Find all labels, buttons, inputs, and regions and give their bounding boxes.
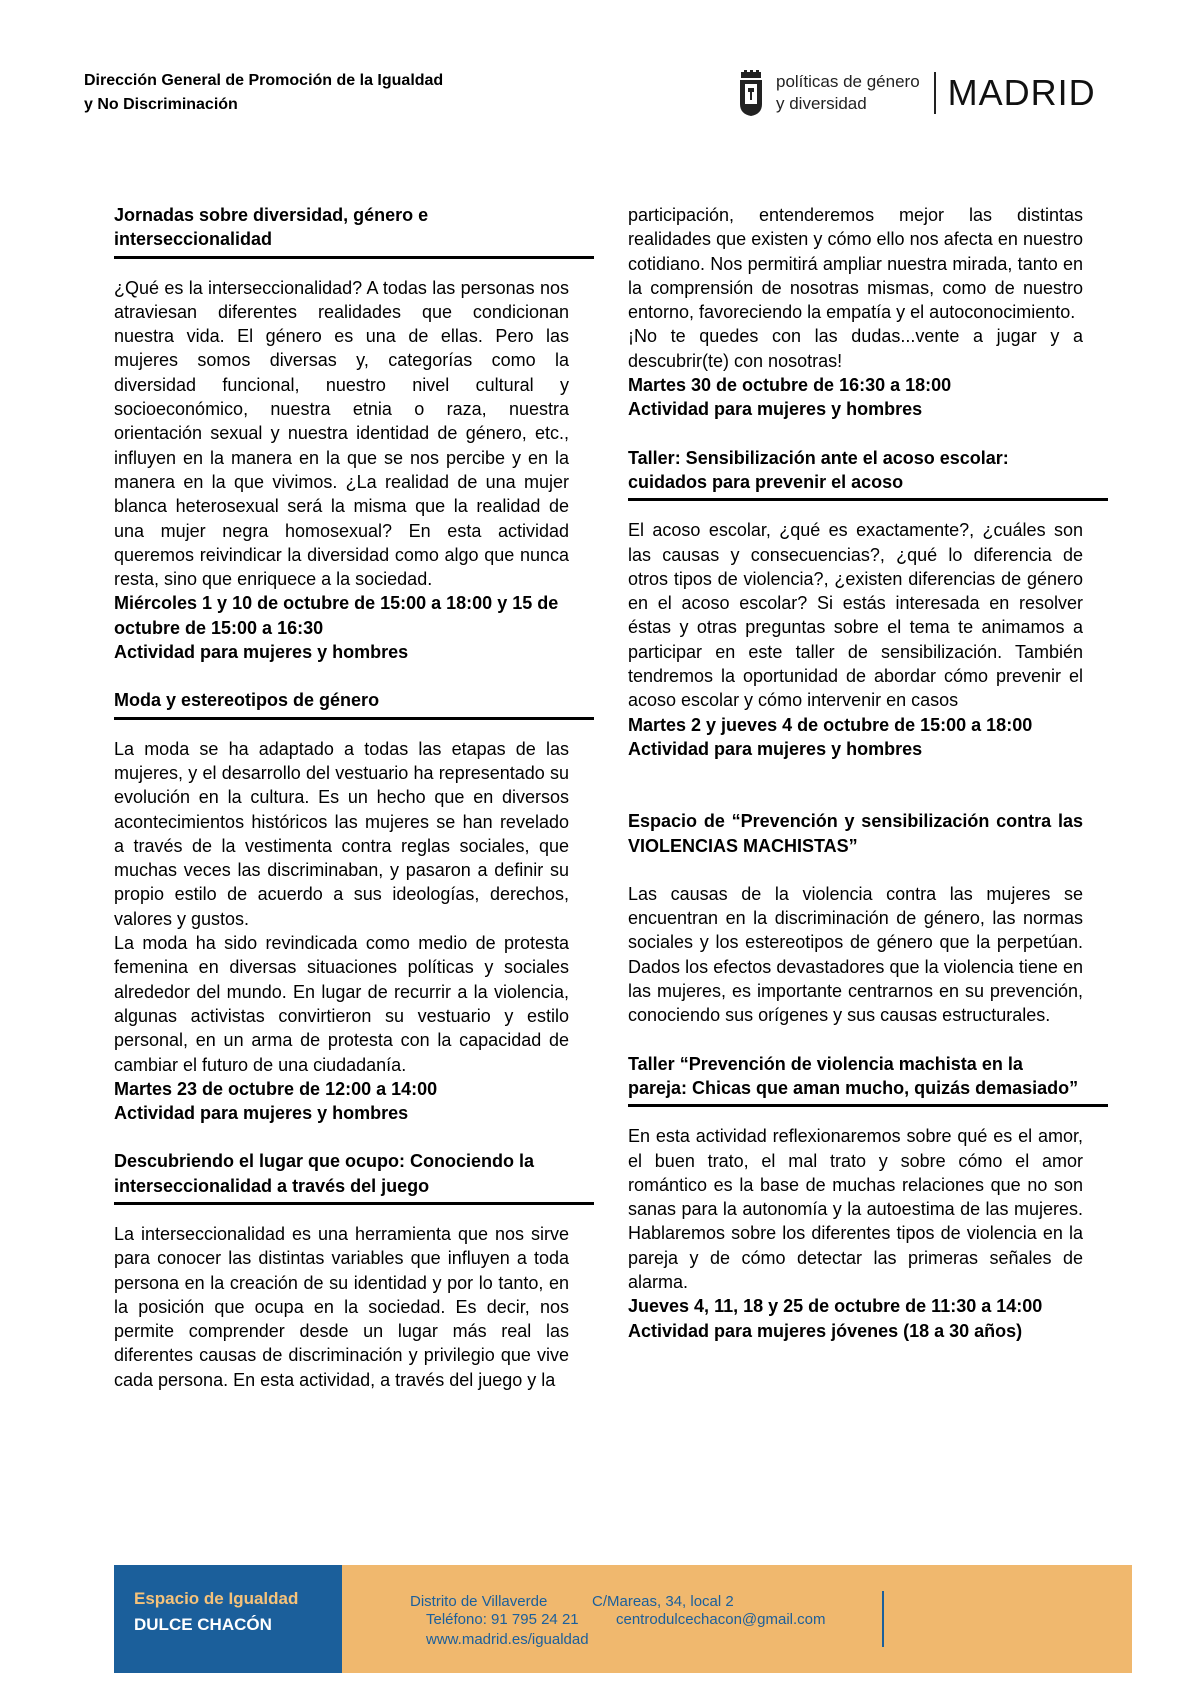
section-title-jornadas: Jornadas sobre diversidad, género e interseccionalidad bbox=[114, 205, 429, 250]
section-title-pareja: Taller “Prevención de violencia machista en la pareja: Chicas que aman mucho, quizás demasiado” bbox=[628, 1053, 1079, 1098]
section-audience-descubriendo: Actividad para mujeres y hombres bbox=[628, 399, 923, 420]
section-date-acoso: Martes 2 y jueves 4 de octubre de 15:00 a 18:00 bbox=[628, 714, 1033, 735]
section-divider bbox=[628, 498, 1108, 501]
footer-banner bbox=[114, 1565, 1132, 1673]
section-body-descubriendo-cont: participación, entenderemos mejor las distintas realidades que existen y cómo ello nos afecta en nuestro cotidiano. Nos permitirá ampliar nuestra mirada, tanto en la comprensión de nosotras mismas, como de nuestro entorno, favoreciendo la empatía y el autoconocimiento. bbox=[628, 205, 1083, 323]
section-title-acoso: Taller: Sensibilización ante el acoso escolar: cuidados para prevenir el acoso bbox=[628, 447, 1009, 492]
section-body-pareja: En esta actividad reflexionaremos sobre qué es el amor, el buen trato, el mal trato y sobre cómo el amor romántico es la base de muchas relaciones que no son sanas para la autonomía y la autoestima de las mujeres. Hablaremos sobre los diferentes tipos de violencia en la pareja y de cómo detectar las primeras señales de alarma. bbox=[628, 1126, 1083, 1292]
footer-title: Espacio de Igualdad bbox=[134, 1589, 299, 1608]
section-title-moda: Moda y estereotipos de género bbox=[114, 690, 380, 711]
section-body-moda-2: La moda ha sido revindicada como medio de protesta femenina en diversas situaciones políticas y sociales alrededor del mundo. En lugar de recurrir a la violencia, algunas activistas convirtieron su vestuario y estilo personal, en un arma de protesta con la capacidad de cambiar el futuro de una ciudadanía. bbox=[114, 933, 569, 1075]
organization-name bbox=[84, 69, 443, 117]
section-divider bbox=[114, 1202, 594, 1205]
footer-brand-block bbox=[114, 1565, 342, 1673]
footer-phone: Teléfono: 91 795 24 21 bbox=[426, 1611, 579, 1628]
section-audience-acoso: Actividad para mujeres y hombres bbox=[628, 738, 923, 759]
madrid-crest-icon bbox=[738, 70, 764, 116]
spacer bbox=[628, 422, 1083, 446]
section-divider bbox=[114, 256, 594, 259]
left-column bbox=[114, 203, 569, 1392]
footer-email[interactable]: centrodulcechacon@gmail.com bbox=[616, 1611, 826, 1628]
section-title-descubriendo: Descubriendo el lugar que ocupo: Conociendo la interseccionalidad a través del juego bbox=[114, 1151, 535, 1196]
section-date-descubriendo: Martes 30 de octubre de 16:30 a 18:00 bbox=[628, 375, 952, 396]
logo-text-line2: y diversidad bbox=[776, 94, 867, 113]
section-audience-jornadas: Actividad para mujeres y hombres bbox=[114, 642, 409, 663]
spacer bbox=[114, 1125, 569, 1149]
logo-divider bbox=[934, 72, 936, 114]
right-column bbox=[628, 203, 1083, 1343]
section-body-descubriendo: La interseccionalidad es una herramienta que nos sirve para conocer las distintas variables que influyen a toda persona en la creación de su identidad y por lo tanto, en la posición que ocupa en la sociedad. Es decir, nos permite comprender desde un lugar más real las diferentes causas de discriminación y privilegio que vive cada persona. En esta actividad, a través del juego y la bbox=[114, 1223, 569, 1390]
organization-name-line1: Dirección General de Promoción de la Igualdad bbox=[84, 72, 444, 89]
spacer bbox=[628, 761, 1083, 809]
logo-text bbox=[776, 71, 920, 115]
section-body-moda-1: La moda se ha adaptado a todas las etapas de las mujeres, y el desarrollo del vestuario ha representado su evolución en la cultura. Es un hecho que en diversos acontecimientos históricos las mujeres se han revelado a través de la vestimenta contra reglas sociales, que muchas veces las discriminaban, y pasaron a definir su propio estilo de acuerdo a sus ideologías, derechos, valores y gustos. bbox=[114, 738, 569, 929]
footer-website[interactable]: www.madrid.es/igualdad bbox=[426, 1631, 589, 1648]
section-audience-moda: Actividad para mujeres y hombres bbox=[114, 1103, 409, 1124]
section-title-violencias: Espacio de “Prevención y sensibilización contra las VIOLENCIAS MACHISTAS” bbox=[628, 811, 1083, 856]
spacer bbox=[628, 1028, 1083, 1052]
section-date-pareja: Jueves 4, 11, 18 y 25 de octubre de 11:30 a 14:00 bbox=[628, 1296, 1043, 1317]
section-date-moda: Martes 23 de octubre de 12:00 a 14:00 bbox=[114, 1078, 438, 1099]
madrid-logo bbox=[738, 68, 1096, 118]
section-audience-pareja: Actividad para mujeres jóvenes (18 a 30 años) bbox=[628, 1320, 1023, 1341]
logo-text-line1: políticas de género bbox=[776, 72, 920, 91]
footer-address: C/Mareas, 34, local 2 bbox=[592, 1593, 734, 1610]
section-divider bbox=[114, 717, 594, 720]
spacer bbox=[114, 664, 569, 688]
footer-center-name: DULCE CHACÓN bbox=[134, 1615, 272, 1634]
section-cta-descubriendo: ¡No te quedes con las dudas...vente a jugar y a descubrir(te) con nosotras! bbox=[628, 326, 1083, 371]
footer-divider bbox=[882, 1591, 884, 1647]
section-body-violencias: Las causas de la violencia contra las mujeres se encuentran en la discriminación de género, las normas sociales y los estereotipos de género que la perpetúan. Dados los efectos devastadores que la violencia tiene en las mujeres, es importante centrarnos en su prevención, conociendo sus orígenes y sus causas estructurales. bbox=[628, 883, 1083, 1026]
organization-name-line2: y No Discriminación bbox=[84, 96, 238, 113]
footer-district: Distrito de Villaverde bbox=[410, 1593, 548, 1610]
section-body-jornadas: ¿Qué es la interseccionalidad? A todas las personas nos atraviesan diferentes realidades que condicionan nuestra vida. El género es una de ellas. Pero las mujeres somos diversas y, categorías como la diversidad funcional, nuestro nivel cultural y socioeconómico, nuestra etnia o raza, nuestra orientación sexual y nuestra identidad de género, etc., influyen en la manera en la que se nos percibe y en la manera en la que vivimos. ¿La realidad de una mujer blanca heterosexual será la misma que la realidad de una mujer negra homosexual? En esta actividad queremos reivindicar la diversidad como algo que nunca resta, sino que enriquece a la sociedad. bbox=[114, 277, 569, 590]
section-body-acoso: El acoso escolar, ¿qué es exactamente?, ¿cuáles son las causas y consecuencias?, ¿qué lo diferencia de otros tipos de violencia?, ¿existen diferencias de género en el acoso escolar? Si estás interesada en resolver éstas y otras preguntas sobre el tema te animamos a participar en este taller de sensibilización. También tendremos la oportunidad de abordar cómo prevenir el acoso escolar y cómo intervenir en casos bbox=[628, 520, 1083, 711]
section-date-jornadas: Miércoles 1 y 10 de octubre de 15:00 a 18:00 y 15 de octubre de 15:00 a 16:30 bbox=[114, 593, 559, 638]
logo-city: MADRID bbox=[947, 72, 1096, 113]
spacer bbox=[628, 858, 1083, 882]
section-divider bbox=[628, 1104, 1108, 1107]
